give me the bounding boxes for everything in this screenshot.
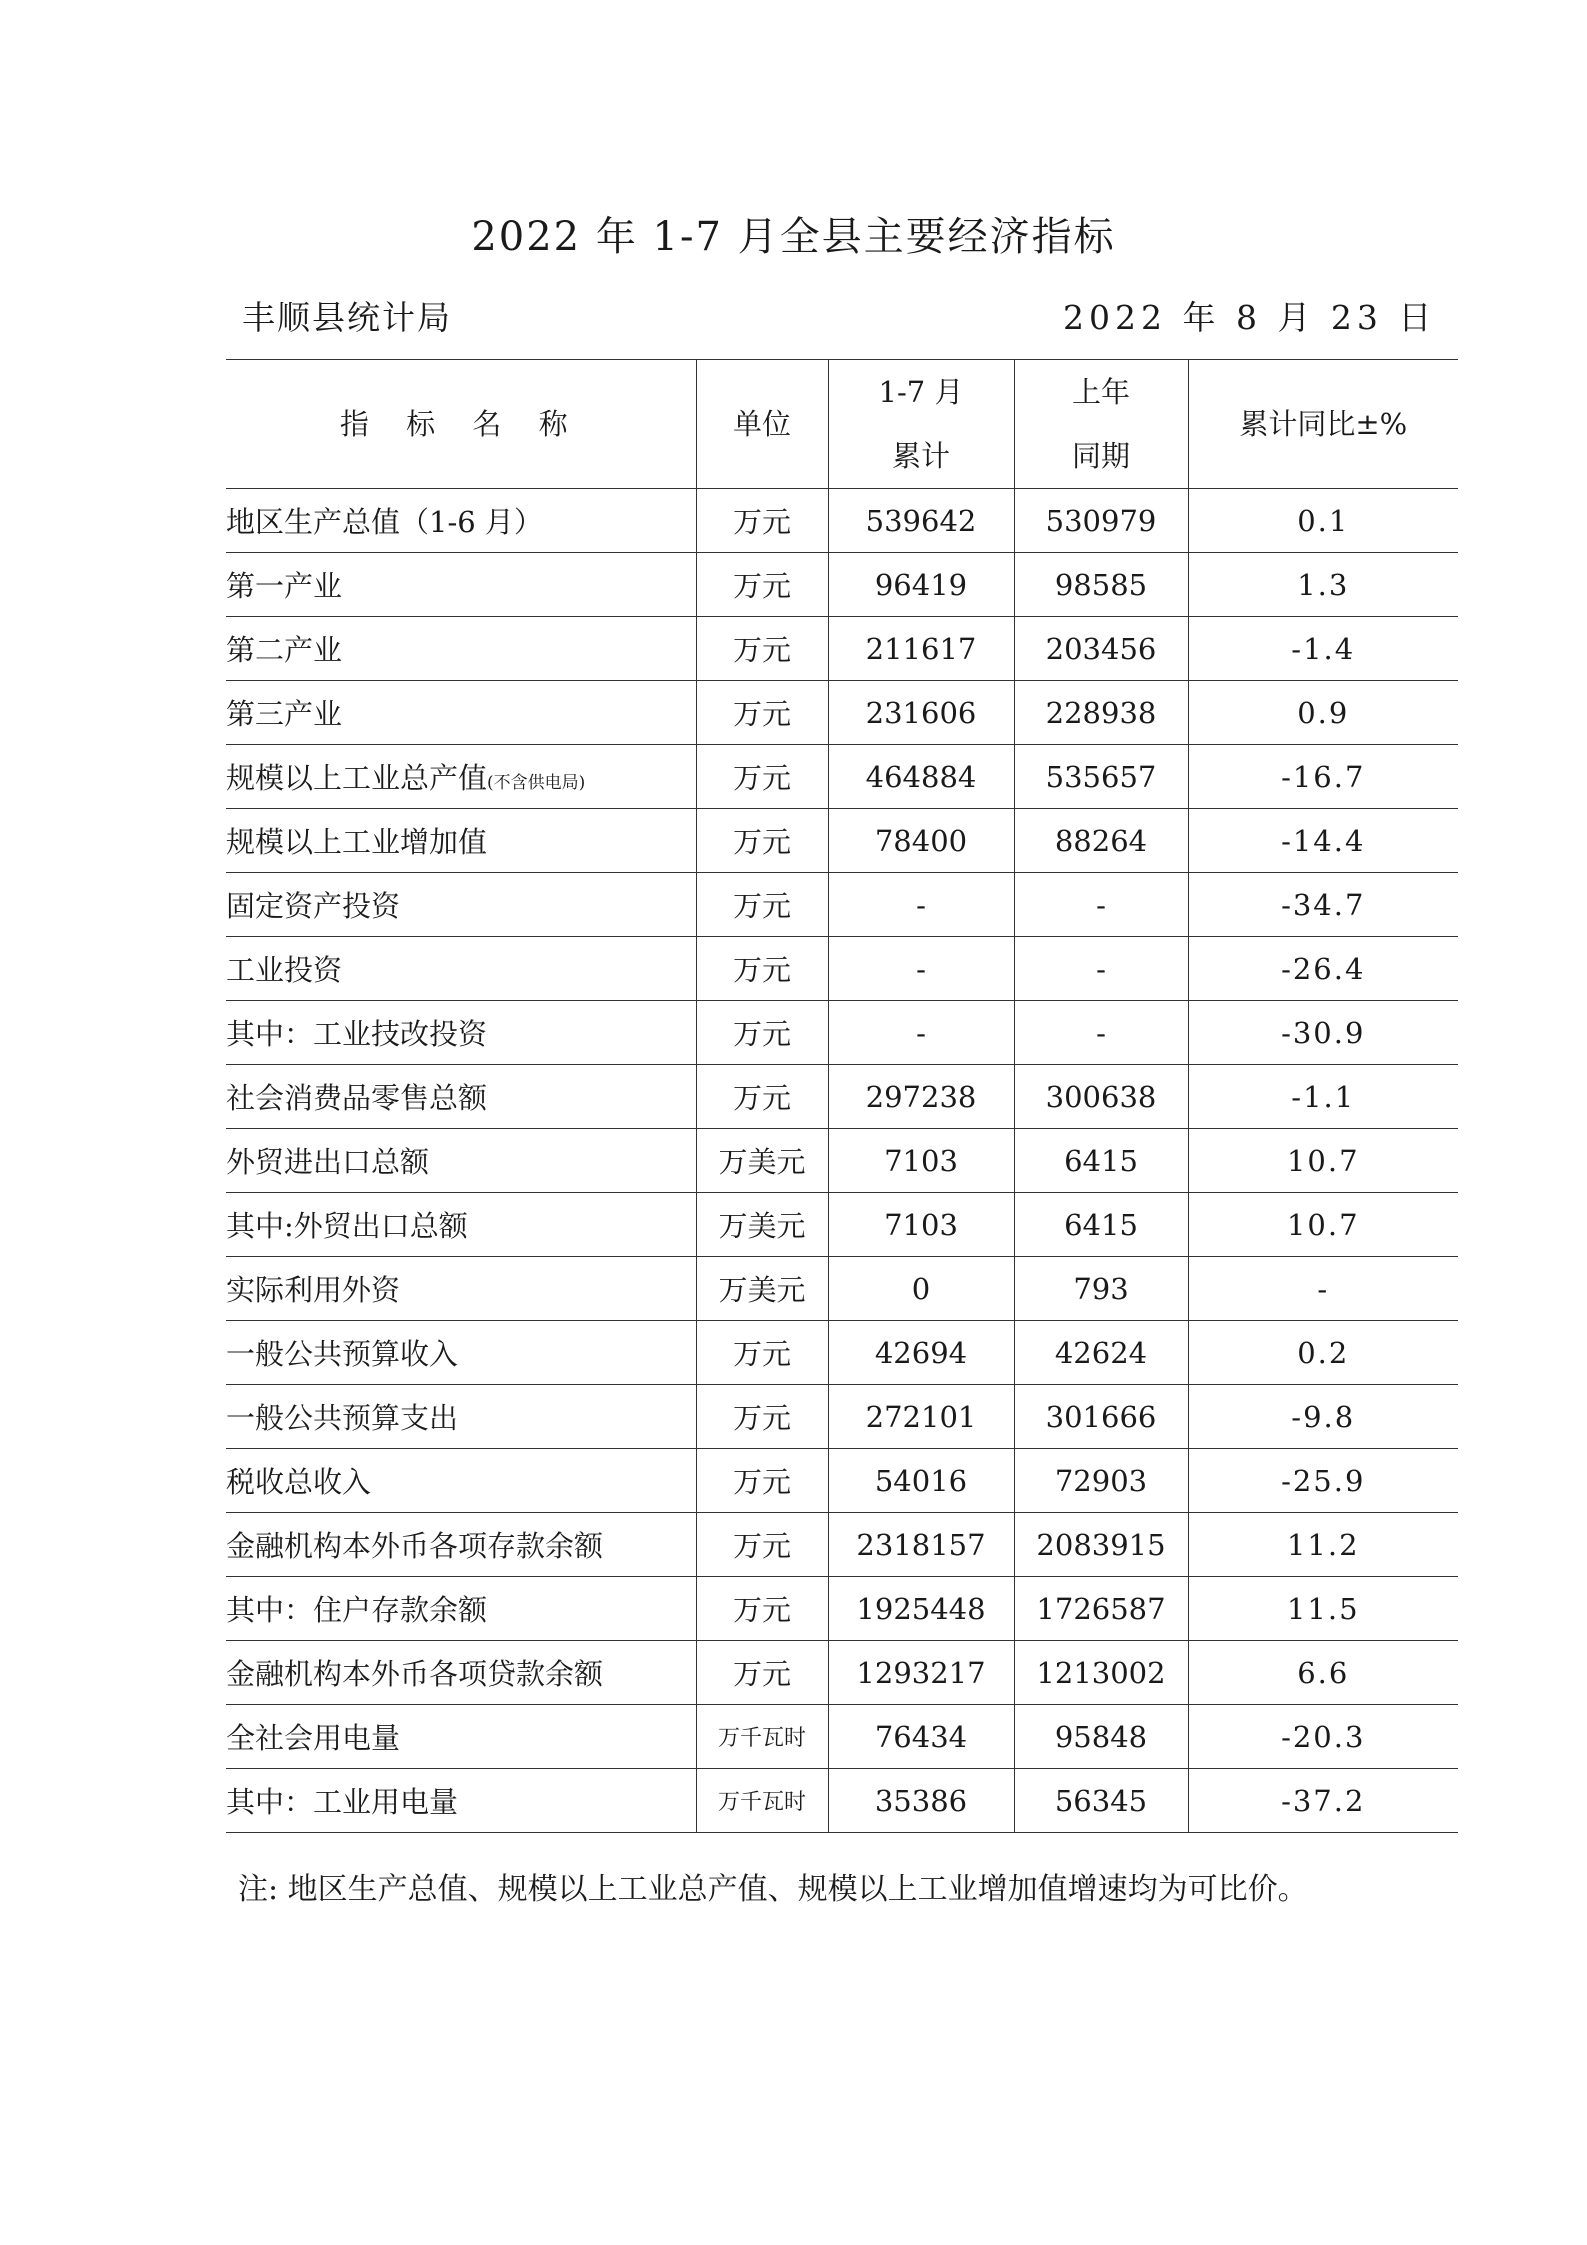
indicator-unit: 万元 [696,809,828,873]
current-value: 96419 [828,553,1014,617]
indicators-table [226,359,1458,1833]
table-row [226,1513,1458,1577]
table-row [226,553,1458,617]
current-value: 0 [828,1257,1014,1321]
indicator-name: 规模以上工业总产值 [226,761,488,795]
table-row [226,489,1458,553]
current-value: 7103 [828,1129,1014,1193]
previous-value: 6415 [1014,1193,1188,1257]
table-row [226,1705,1458,1769]
percent-change: 10.7 [1188,1193,1458,1257]
indicator-unit: 万元 [696,1513,828,1577]
percent-change: -34.7 [1188,873,1458,937]
indicator-name: 第二产业 [226,617,696,681]
table-row [226,745,1458,809]
percent-change: -26.4 [1188,937,1458,1001]
indicator-name: 金融机构本外币各项存款余额 [226,1513,696,1577]
percent-change: 11.5 [1188,1577,1458,1641]
indicator-unit: 万元 [696,1001,828,1065]
indicator-unit: 万美元 [696,1257,828,1321]
current-value: 35386 [828,1769,1014,1833]
indicator-name: 实际利用外资 [226,1257,696,1321]
current-value: 54016 [828,1449,1014,1513]
table-header-row [226,360,1458,489]
table-row [226,1577,1458,1641]
current-value: 464884 [828,745,1014,809]
indicator-name: 工业投资 [226,937,696,1001]
percent-change: 6.6 [1188,1641,1458,1705]
current-value: - [828,937,1014,1001]
indicator-name: 外贸进出口总额 [226,1129,696,1193]
header-percent-change: 累计同比±% [1188,360,1458,489]
table-row [226,809,1458,873]
current-value: 231606 [828,681,1014,745]
indicator-name: 第三产业 [226,681,696,745]
indicator-name: 其中:外贸出口总额 [226,1193,696,1257]
previous-value: 300638 [1014,1065,1188,1129]
previous-value: - [1014,873,1188,937]
current-value: 297238 [828,1065,1014,1129]
percent-change: 0.9 [1188,681,1458,745]
current-value: 272101 [828,1385,1014,1449]
issuing-organization: 丰顺县统计局 [242,298,452,337]
table-row [226,1193,1458,1257]
percent-change: -37.2 [1188,1769,1458,1833]
indicator-unit: 万元 [696,1385,828,1449]
previous-value: 228938 [1014,681,1188,745]
table-row [226,937,1458,1001]
header-indicator-name: 指 标 名 称 [226,360,696,489]
indicator-name: 规模以上工业增加值 [226,809,696,873]
header-unit: 单位 [696,360,828,489]
table-row [226,681,1458,745]
header-previous-line2: 同期 [1071,439,1130,473]
indicator-unit: 万美元 [696,1129,828,1193]
indicator-unit: 万元 [696,617,828,681]
indicator-name: 社会消费品零售总额 [226,1065,696,1129]
indicator-unit: 万元 [696,873,828,937]
previous-value: - [1014,937,1188,1001]
previous-value: 72903 [1014,1449,1188,1513]
current-value: 42694 [828,1321,1014,1385]
footnote: 注: 地区生产总值、规模以上工业总产值、规模以上工业增加值增速均为可比价。 [238,1872,1308,1907]
percent-change: -16.7 [1188,745,1458,809]
indicator-unit: 万元 [696,1449,828,1513]
previous-value: 1213002 [1014,1641,1188,1705]
current-value: 78400 [828,809,1014,873]
previous-value: 203456 [1014,617,1188,681]
previous-value: 95848 [1014,1705,1188,1769]
percent-change: -1.4 [1188,617,1458,681]
previous-value: 42624 [1014,1321,1188,1385]
table-row [226,1129,1458,1193]
current-value: 211617 [828,617,1014,681]
percent-change: 0.1 [1188,489,1458,553]
percent-change: -25.9 [1188,1449,1458,1513]
header-current-line2: 累计 [891,439,950,473]
current-value: 7103 [828,1193,1014,1257]
indicator-unit: 万元 [696,681,828,745]
table-row [226,1257,1458,1321]
previous-value: 56345 [1014,1769,1188,1833]
percent-change: -9.8 [1188,1385,1458,1449]
previous-value: 535657 [1014,745,1188,809]
indicator-unit: 万元 [696,745,828,809]
previous-value: 530979 [1014,489,1188,553]
indicator-name: 其中：工业用电量 [226,1769,696,1833]
percent-change: -14.4 [1188,809,1458,873]
table-row [226,1001,1458,1065]
current-value: - [828,1001,1014,1065]
table-row [226,1321,1458,1385]
indicator-unit: 万元 [696,553,828,617]
indicator-name: 一般公共预算支出 [226,1385,696,1449]
table-row [226,1769,1458,1833]
percent-change: 0.2 [1188,1321,1458,1385]
previous-value: 2083915 [1014,1513,1188,1577]
percent-change: 1.3 [1188,553,1458,617]
current-value: 539642 [828,489,1014,553]
current-value: 76434 [828,1705,1014,1769]
percent-change: 11.2 [1188,1513,1458,1577]
indicator-unit: 万元 [696,1321,828,1385]
header-previous [1014,360,1188,489]
indicator-unit: 万美元 [696,1193,828,1257]
indicator-name: 地区生产总值（1-6 月） [226,489,696,553]
previous-value: 88264 [1014,809,1188,873]
table-row [226,1065,1458,1129]
header-current-line1: 1-7 月 [878,375,964,409]
indicator-name: 全社会用电量 [226,1705,696,1769]
indicator-name: 其中：住户存款余额 [226,1577,696,1641]
percent-change: - [1188,1257,1458,1321]
indicator-unit: 万元 [696,489,828,553]
percent-change: -1.1 [1188,1065,1458,1129]
indicator-unit: 万千瓦时 [696,1705,828,1769]
percent-change: 10.7 [1188,1129,1458,1193]
table-row [226,1449,1458,1513]
current-value: - [828,873,1014,937]
page-title: 2022 年 1-7 月全县主要经济指标 [471,214,1116,260]
indicator-name: 一般公共预算收入 [226,1321,696,1385]
table-row [226,1385,1458,1449]
indicator-unit: 万元 [696,1577,828,1641]
indicator-unit: 万千瓦时 [696,1769,828,1833]
previous-value: - [1014,1001,1188,1065]
indicator-name: 固定资产投资 [226,873,696,937]
previous-value: 98585 [1014,553,1188,617]
table-row [226,1641,1458,1705]
previous-value: 1726587 [1014,1577,1188,1641]
current-value: 1925448 [828,1577,1014,1641]
indicator-unit: 万元 [696,1065,828,1129]
indicator-unit: 万元 [696,1641,828,1705]
table-row [226,617,1458,681]
percent-change: -20.3 [1188,1705,1458,1769]
previous-value: 793 [1014,1257,1188,1321]
issue-date: 2022 年 8 月 23 日 [1063,298,1437,337]
header-current [828,360,1014,489]
indicator-name: 金融机构本外币各项贷款余额 [226,1641,696,1705]
current-value: 2318157 [828,1513,1014,1577]
indicator-name: 税收总收入 [226,1449,696,1513]
percent-change: -30.9 [1188,1001,1458,1065]
current-value: 1293217 [828,1641,1014,1705]
previous-value: 6415 [1014,1129,1188,1193]
indicator-name: 第一产业 [226,553,696,617]
header-previous-line1: 上年 [1071,375,1130,409]
indicator-name: 其中：工业技改投资 [226,1001,696,1065]
table-row [226,873,1458,937]
indicator-name-cell [226,745,696,809]
previous-value: 301666 [1014,1385,1188,1449]
indicator-unit: 万元 [696,937,828,1001]
indicator-name-note: (不含供电局) [487,773,586,793]
